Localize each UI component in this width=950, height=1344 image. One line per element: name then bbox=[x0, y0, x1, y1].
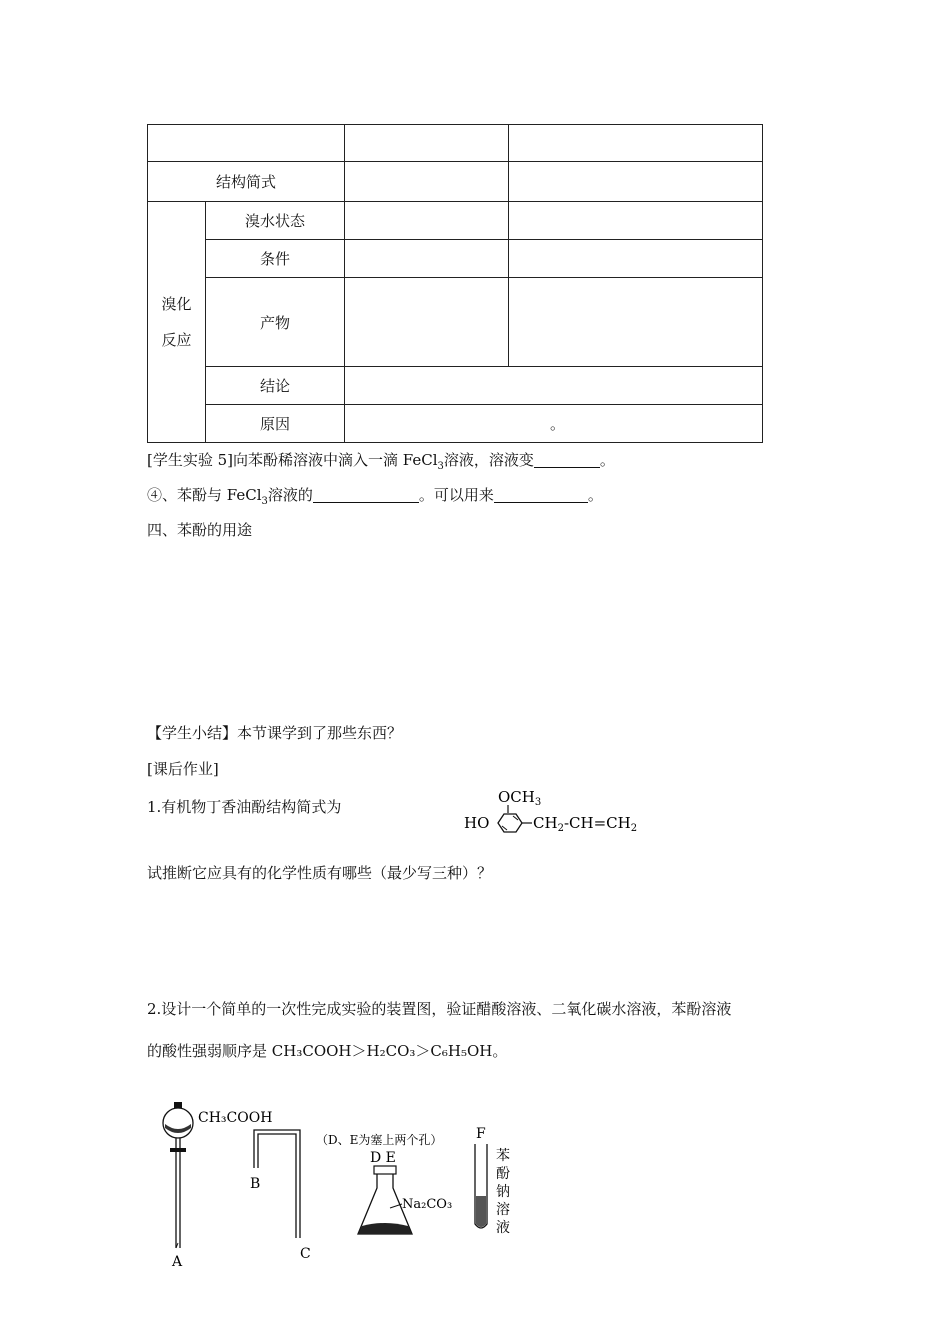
svg-text:液: 液 bbox=[496, 1220, 510, 1236]
reason-period: 。 bbox=[550, 415, 566, 433]
row-label-bromine-water: 溴水状态 bbox=[206, 202, 345, 240]
table-header-row bbox=[148, 125, 763, 162]
row-label-reason: 原因 bbox=[206, 405, 345, 443]
header-cell-col2 bbox=[509, 125, 763, 162]
student-summary: 【学生小结】本节课学到了那些东西？ bbox=[147, 724, 403, 742]
label-f: F bbox=[476, 1126, 486, 1142]
header-cell-empty bbox=[148, 125, 345, 162]
section-4-heading: 四、苯酚的用途 bbox=[147, 521, 253, 539]
row-label-conclusion: 结论 bbox=[206, 367, 345, 405]
label-de: D E bbox=[370, 1150, 396, 1166]
row-label-product: 产物 bbox=[206, 278, 345, 367]
answer-cell bbox=[509, 202, 763, 240]
answer-cell bbox=[345, 278, 509, 367]
answer-cell bbox=[509, 240, 763, 278]
label-na2co3: Na₂CO₃ bbox=[402, 1197, 453, 1212]
experiment-5-line: [学生实验 5]向苯酚稀溶液中滴入一滴 FeCl$_3$溶液，溶液变 。 bbox=[147, 451, 615, 472]
table-row bbox=[148, 367, 763, 405]
table-row bbox=[148, 162, 763, 202]
answer-cell bbox=[345, 202, 509, 240]
answer-cell bbox=[345, 405, 763, 443]
homework-heading: [课后作业] bbox=[147, 760, 219, 778]
label-a: A bbox=[172, 1254, 183, 1270]
answer-cell bbox=[509, 278, 763, 367]
table-row bbox=[148, 202, 763, 240]
test-tube-f bbox=[475, 1144, 487, 1228]
answer-cell bbox=[345, 367, 763, 405]
table-row bbox=[148, 278, 763, 367]
bent-tube-bc bbox=[254, 1130, 300, 1238]
svg-text:钠: 钠 bbox=[496, 1184, 510, 1200]
answer-cell bbox=[509, 162, 763, 202]
note-de: （D、E为塞上两个孔） bbox=[316, 1133, 443, 1147]
benzene-ring-icon bbox=[498, 814, 522, 832]
fill-blank[interactable] bbox=[534, 451, 600, 468]
header-cell-col1 bbox=[345, 125, 509, 162]
vertical-label-sodium-phenoxide bbox=[496, 1148, 510, 1236]
formula-och3: $OCH_3$ bbox=[498, 788, 542, 808]
answer-cell bbox=[345, 240, 509, 278]
row-label-condition: 条件 bbox=[206, 240, 345, 278]
table-row bbox=[148, 405, 763, 443]
fill-blank[interactable] bbox=[494, 486, 588, 503]
question-2-line-1: 2.设计一个简单的一次性完成实验的装置图，验证醋酸溶液、二氧化碳水溶液，苯酚溶液 bbox=[147, 1000, 732, 1018]
apparatus-diagram bbox=[150, 1098, 550, 1273]
svg-text:苯: 苯 bbox=[496, 1148, 510, 1164]
eugenol-structure bbox=[460, 786, 660, 836]
question-2-line-2: 的酸性强弱顺序是 CH₃COOH＞H₂CO₃＞C₆H₅OH。 bbox=[147, 1042, 508, 1060]
separatory-funnel-a bbox=[163, 1102, 193, 1248]
question-1-text: 1.有机物丁香油酚结构简式为 bbox=[147, 798, 342, 816]
label-c: C bbox=[300, 1246, 311, 1262]
fill-blank[interactable] bbox=[313, 486, 419, 503]
formula-ho: HO bbox=[464, 814, 490, 832]
table-row bbox=[148, 240, 763, 278]
answer-cell bbox=[345, 162, 509, 202]
formula-allyl: $CH_2-CH=CH_2$ bbox=[533, 814, 638, 834]
svg-text:溶: 溶 bbox=[496, 1202, 510, 1218]
group-label-bromination: 溴化 反应 bbox=[148, 202, 206, 443]
bromination-table bbox=[147, 124, 763, 443]
row-label-structure: 结构简式 bbox=[148, 162, 345, 202]
label-ch3cooh: CH₃COOH bbox=[198, 1110, 273, 1126]
svg-text:酚: 酚 bbox=[496, 1166, 510, 1182]
item-4-line: ④、苯酚与 FeCl$_3$溶液的 。可以用来 。 bbox=[147, 486, 603, 507]
label-b: B bbox=[250, 1176, 261, 1192]
question-1-prompt: 试推断它应具有的化学性质有哪些（最少写三种）？ bbox=[147, 864, 493, 882]
